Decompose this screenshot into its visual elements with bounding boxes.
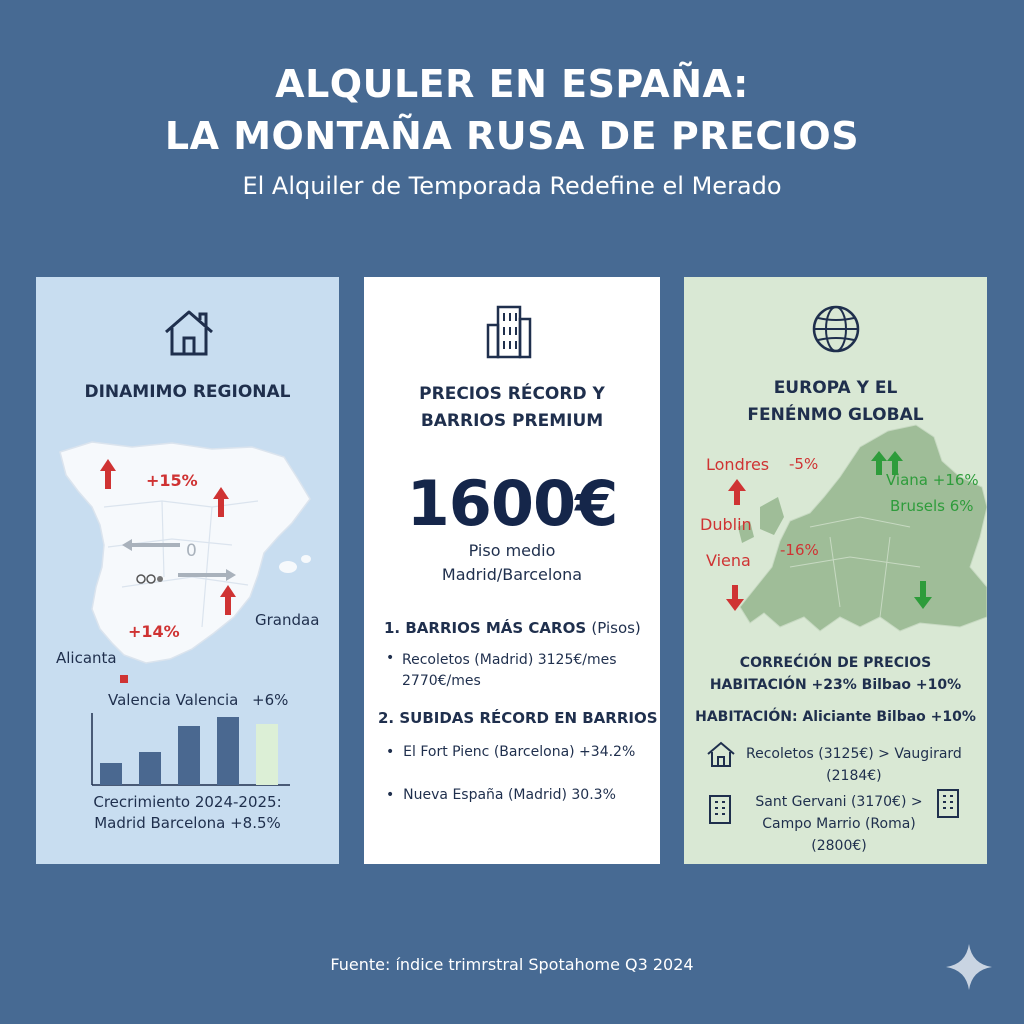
map-label-dublin: Dublin	[700, 515, 752, 534]
average-price-value: 1600€	[406, 467, 618, 540]
up-arrow-icon	[98, 457, 118, 491]
habitacion-line: HABITACIÓN: Aliciante Bilbao +10%	[695, 709, 976, 725]
globe-icon	[810, 303, 862, 355]
map-label-valencia-pct: +6%	[252, 691, 289, 709]
panel-europe-title-line-1: EUROPA Y EL	[773, 378, 898, 398]
correction-line-2: HABITACIÓN +23% Bilbao +10%	[709, 677, 962, 693]
building-icon	[706, 793, 734, 825]
chart-bar-1	[100, 763, 122, 785]
section-2-item-1: El Fort Pienc (Barcelona) +34.2%	[403, 744, 636, 760]
page-subtitle: El Alquiler de Temporada Redefine el Merado	[242, 172, 782, 200]
average-price-label-line-1: Piso medio	[468, 541, 556, 560]
section-1-item-line-1: Recoletos (Madrid) 3125€/mes	[402, 652, 617, 668]
compare-1-line-1: Recoletos (3125€) > Vaugirard	[746, 746, 962, 762]
map-label-brusels: Brusels 6%	[890, 497, 974, 515]
growth-bar-chart	[86, 713, 296, 789]
panel-regional-title: DINAMIMO REGIONAL	[84, 382, 291, 402]
alicante-marker	[120, 675, 128, 683]
up-arrow-icon	[218, 583, 238, 617]
europe-map	[720, 417, 987, 647]
list-item: • El Fort Pienc (Barcelona) +34.2%	[386, 744, 636, 760]
panel-regional	[36, 277, 339, 864]
average-price-label	[364, 539, 660, 587]
section-2-title: 2. SUBIDAS RÉCORD EN BARRIOS	[378, 709, 658, 727]
map-label-grandaa: Grandaa	[255, 611, 320, 629]
average-price-label-line-2: Madrid/Barcelona	[441, 565, 583, 584]
house-icon	[706, 740, 736, 768]
section-1-title	[384, 619, 641, 637]
chart-bar-2	[139, 752, 161, 785]
list-item	[402, 650, 617, 692]
panel-premium	[364, 277, 660, 864]
chart-bar-4	[217, 717, 239, 785]
compare-2-line-1: Sant Gervani (3170€) >	[755, 794, 923, 810]
buildings-icon	[484, 303, 534, 359]
map-label-north-pct: +15%	[146, 471, 198, 490]
map-label-londres: Londres	[706, 455, 770, 474]
panel-premium-title-line-2: BARRIOS PREMIUM	[420, 411, 604, 431]
up-arrow-icon	[211, 485, 231, 519]
page-title	[0, 58, 1024, 162]
compare-2	[748, 791, 930, 857]
list-item: • Nueva España (Madrid) 30.3%	[386, 787, 616, 803]
section-1-title-text: 1. BARRIOS MÁS CAROS	[384, 619, 587, 637]
bullet: •	[386, 650, 395, 666]
compare-2-line-3: (2800€)	[811, 838, 867, 854]
map-label-alicanta: Alicanta	[56, 649, 117, 667]
panel-europe	[684, 277, 987, 864]
right-arrow-icon	[176, 567, 238, 583]
map-label-zero: 0	[186, 541, 197, 561]
source-footer: Fuente: índice trimrstral Spotahome Q3 2024	[330, 955, 694, 974]
house-icon	[162, 308, 216, 358]
correction-title: CORREĆIÓN DE PRECIOS	[739, 655, 932, 671]
map-label-minus16: -16%	[780, 541, 819, 559]
up-arrow-icon	[726, 477, 748, 507]
panel-europe-title-line-2: FENÉNMO GLOBAL	[747, 405, 924, 425]
building-icon	[934, 787, 962, 819]
section-2-item-2: Nueva España (Madrid) 30.3%	[403, 787, 616, 803]
chart-caption	[36, 792, 339, 834]
title-line-1: ALQULER EN ESPAÑA:	[275, 62, 749, 106]
chart-bar-5	[256, 724, 278, 785]
map-label-minus5: -5%	[789, 455, 819, 473]
left-arrow-icon	[120, 537, 182, 553]
panel-premium-title-line-1: PRECIOS RÉCORD Y	[419, 384, 605, 404]
title-line-2: LA MONTAÑA RUSA DE PRECIOS	[164, 114, 860, 158]
map-label-viena: Viena	[706, 551, 751, 570]
correction-block	[684, 652, 987, 696]
compare-1	[746, 743, 962, 787]
map-label-south-pct: +14%	[128, 622, 180, 641]
section-1-title-suffix: (Pisos)	[591, 619, 641, 637]
map-label-viana: Viana +16%	[886, 471, 979, 489]
section-1-item-line-2: 2770€/mes	[402, 673, 481, 689]
compare-2-line-2: Campo Marrio (Roma)	[762, 816, 916, 832]
sparkle-icon	[944, 942, 994, 992]
chart-caption-line-2: Madrid Barcelona +8.5%	[94, 814, 281, 832]
down-arrow-icon	[724, 583, 746, 613]
down-arrow-icon	[912, 579, 934, 611]
map-label-valencia: Valencia Valencia	[108, 691, 239, 709]
madrid-marker-icon	[135, 573, 165, 585]
chart-caption-line-1: Crecrimiento 2024-2025:	[93, 793, 282, 811]
chart-bar-3	[178, 726, 200, 785]
compare-1-line-2: (2184€)	[826, 768, 882, 784]
panel-premium-title	[364, 381, 660, 435]
